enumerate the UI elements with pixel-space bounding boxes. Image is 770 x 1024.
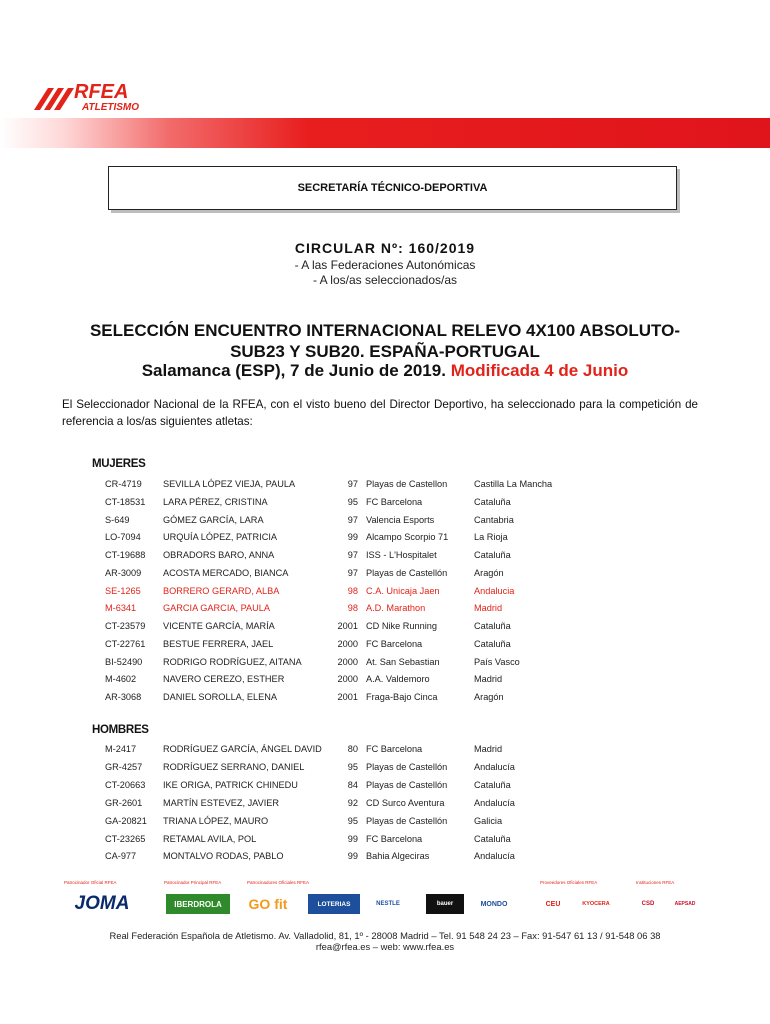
athlete-name: IKE ORIGA, PATRICK CHINEDU [163,779,298,790]
birth-year: 92 [347,797,358,808]
region-name: País Vasco [474,656,520,667]
birth-year: 98 [347,603,358,614]
mujeres-heading: MUJERES [92,458,146,470]
birth-year: 84 [347,779,358,790]
footer-address: Real Federación Española de Atletismo. Av. Valladolid, 81, 1º - 28008 Madrid – Tel. 91 548 24 23 – Fax: 91-547 61 13 / 91-548 06 38 [109,930,661,941]
birth-year: 99 [347,851,358,862]
license-code: CA-977 [105,851,137,862]
region-name: Cataluña [474,779,511,790]
license-code: CT-19688 [105,550,146,560]
athlete-row [0,550,770,566]
athlete-row [0,816,770,832]
mondo-logo: MONDO [480,900,508,908]
region-name: Cataluña [474,550,511,560]
region-name: Castilla La Mancha [474,479,553,489]
club-name: CD Nike Running [366,621,437,631]
region-name: Cataluña [474,621,511,631]
club-name: FC Barcelona [366,638,423,649]
athlete-name: OBRADORS BARO, ANNA [163,550,275,560]
athlete-row [0,639,770,655]
region-name: La Rioja [474,532,508,543]
event-location-date: Salamanca (ESP), 7 de Junio de 2019. [141,361,446,380]
region-name: Madrid [474,744,503,754]
hombres-heading: HOMBRES [92,724,149,736]
license-code: LO-7094 [105,532,141,543]
birth-year: 2000 [337,638,358,649]
license-code: CT-20663 [105,779,146,790]
sponsor-label: Patrocinadores Oficiales RFEA [247,880,310,885]
header-red-band [0,118,770,148]
region-name: Andalucia [474,585,515,596]
license-code: CT-23265 [105,833,146,844]
club-name: Playas de Castellón [366,779,448,790]
athlete-name: BORRERO GERARD, ALBA [163,585,280,596]
athlete-row [0,692,770,708]
region-name: Cataluña [474,496,511,507]
athlete-row [0,674,770,690]
club-name: FC Barcelona [366,496,423,507]
athlete-name: LARA PÉREZ, CRISTINA [163,496,268,507]
athlete-name: MONTALVO RODAS, PABLO [163,851,284,862]
logo-subtitle: ATLETISMO [82,102,140,113]
birth-year: 2001 [337,692,358,702]
athlete-name: SEVILLA LÓPEZ VIEJA, PAULA [163,479,296,489]
athlete-row [0,568,770,584]
athlete-name: RODRÍGUEZ GARCÍA, ÁNGEL DAVID [163,744,322,754]
club-name: At. San Sebastian [366,656,440,667]
athlete-name: GÓMEZ GARCÍA, LARA [163,514,264,525]
club-name: Bahia Algeciras [366,851,430,862]
birth-year: 95 [347,496,358,507]
license-code: CT-18531 [105,496,146,507]
sponsor-label: Proveedores Oficiales RFEA [540,880,598,885]
rfea-logo [34,76,174,114]
birth-year: 2000 [337,674,358,685]
license-code: AR-3068 [105,692,142,702]
region-name: Aragón [474,692,504,702]
license-code: GA-20821 [105,815,147,826]
secretaria-title: SECRETARÍA TÉCNICO-DEPORTIVA [297,182,488,194]
birth-year: 97 [347,514,358,525]
intro-paragraph: El Seleccionador Nacional de la RFEA, con el visto bueno del Director Deportivo, ha seleccionado para la competición de referencia a los/as siguientes atletas: [62,398,698,428]
license-code: M-6341 [105,603,137,614]
athlete-row [0,834,770,850]
license-code: CT-23579 [105,621,146,631]
iberdrola-logo: IBERDROLA [166,894,230,914]
license-code: CT-22761 [105,638,146,649]
athlete-row [0,479,770,495]
athlete-name: GARCIA GARCIA, PAULA [163,603,271,614]
club-name: Fraga-Bajo Cinca [366,692,438,702]
sponsor-label: Patrocinador Principal RFEA [164,880,222,885]
athlete-name: TRIANA LÓPEZ, MAURO [163,815,269,826]
athlete-name: URQUÍA LÓPEZ, PATRICIA [163,532,278,543]
athlete-name: BESTUE FERRERA, JAEL [163,638,274,649]
region-name: Cataluña [474,638,511,649]
athlete-name: RODRIGO RODRÍGUEZ, AITANA [163,656,302,667]
athlete-row [0,497,770,513]
athlete-row [0,657,770,673]
bauer-logo: bauer [426,894,464,914]
club-name: FC Barcelona [366,833,423,844]
license-code: GR-4257 [105,761,143,772]
club-name: A.D. Marathon [366,603,426,614]
athlete-name: DANIEL SOROLLA, ELENA [163,692,278,702]
birth-year: 95 [347,761,358,772]
birth-year: 2000 [337,656,358,667]
aepsad-logo: AEPSAD [674,901,696,907]
athlete-row [0,744,770,760]
birth-year: 95 [347,815,358,826]
region-name: Madrid [474,674,503,685]
athlete-row [0,532,770,548]
club-name: Playas de Castellón [366,815,448,826]
club-name: ISS - L'Hospitalet [366,550,437,560]
loterias-logo: LOTERIAS [308,894,360,914]
sponsor-label: Instituciones RFEA [636,880,675,885]
athlete-name: VICENTE GARCÍA, MARÍA [163,621,275,631]
main-title-line-2: SUB23 Y SUB20. ESPAÑA-PORTUGAL [230,342,540,361]
club-name: A.A. Valdemoro [366,674,430,685]
birth-year: 98 [347,585,358,596]
region-name: Andalucía [474,851,515,862]
sponsor-strip [62,880,712,920]
license-code: CR-4719 [105,479,142,489]
recipient-line-2: - A los/as seleccionados/as [312,273,458,287]
region-name: Cantabria [474,514,514,525]
license-code: SE-1265 [105,585,141,596]
recipient-line-1: - A las Federaciones Autonómicas [294,258,476,272]
athlete-row [0,586,770,602]
birth-year: 80 [347,744,358,754]
athlete-name: ACOSTA MERCADO, BIANCA [163,567,289,578]
license-code: S-649 [105,514,130,525]
kyocera-logo: KYOCERA [582,901,610,907]
club-name: Playas de Castellón [366,567,448,578]
license-code: M-2417 [105,744,137,754]
athlete-row [0,798,770,814]
club-name: Playas de Castellon [366,479,448,489]
region-name: Madrid [474,603,503,614]
main-title-line-1: SELECCIÓN ENCUENTRO INTERNACIONAL RELEVO 4X100 ABSOLUTO- [89,321,681,340]
region-name: Cataluña [474,833,511,844]
sponsor-label: Patrocinador Oficial RFEA [64,880,117,885]
license-code: M-4602 [105,674,137,685]
club-name: Valencia Esports [366,514,435,525]
license-code: AR-3009 [105,567,142,578]
license-code: GR-2601 [105,797,143,808]
athlete-name: NAVERO CEREZO, ESTHER [163,674,285,685]
modified-note: Modificada 4 de Junio [450,361,629,380]
logo-wordmark: RFEA [74,81,129,103]
birth-year: 97 [347,550,358,560]
region-name: Andalucía [474,797,515,808]
birth-year: 97 [347,567,358,578]
club-name: FC Barcelona [366,744,423,754]
secretaria-box [108,166,677,210]
athlete-row [0,780,770,796]
birth-year: 99 [347,833,358,844]
main-title-line-3 [40,360,730,381]
birth-year: 2001 [337,621,358,631]
region-name: Galicia [474,815,503,826]
footer-contact: rfea@rfea.es – web: www.rfea.es [315,941,455,952]
club-name: C.A. Unicaja Jaen [366,585,440,596]
club-name: CD Surco Aventura [366,797,445,808]
region-name: Andalucía [474,761,515,772]
athlete-row [0,762,770,778]
athlete-row [0,851,770,867]
club-name: Alcampo Scorpio 71 [366,532,449,543]
athlete-name: MARTÍN ESTEVEZ, JAVIER [163,797,280,808]
nestle-logo: NESTLE [376,901,400,907]
joma-logo: JOMA [74,893,130,914]
athlete-row [0,621,770,637]
csd-logo: CSD [641,901,655,907]
athlete-row [0,515,770,531]
birth-year: 97 [347,479,358,489]
gofit-logo: GO fit [248,896,288,912]
athlete-name: RETAMAL AVILA, POL [163,833,257,844]
circular-number: CIRCULAR Nº: 160/2019 [294,240,476,256]
ceu-logo: CEU [545,900,561,908]
license-code: BI-52490 [105,656,143,667]
athlete-name: RODRÍGUEZ SERRANO, DANIEL [163,761,305,772]
region-name: Aragón [474,567,504,578]
birth-year: 99 [347,532,358,543]
club-name: Playas de Castellón [366,761,448,772]
athlete-row [0,603,770,619]
